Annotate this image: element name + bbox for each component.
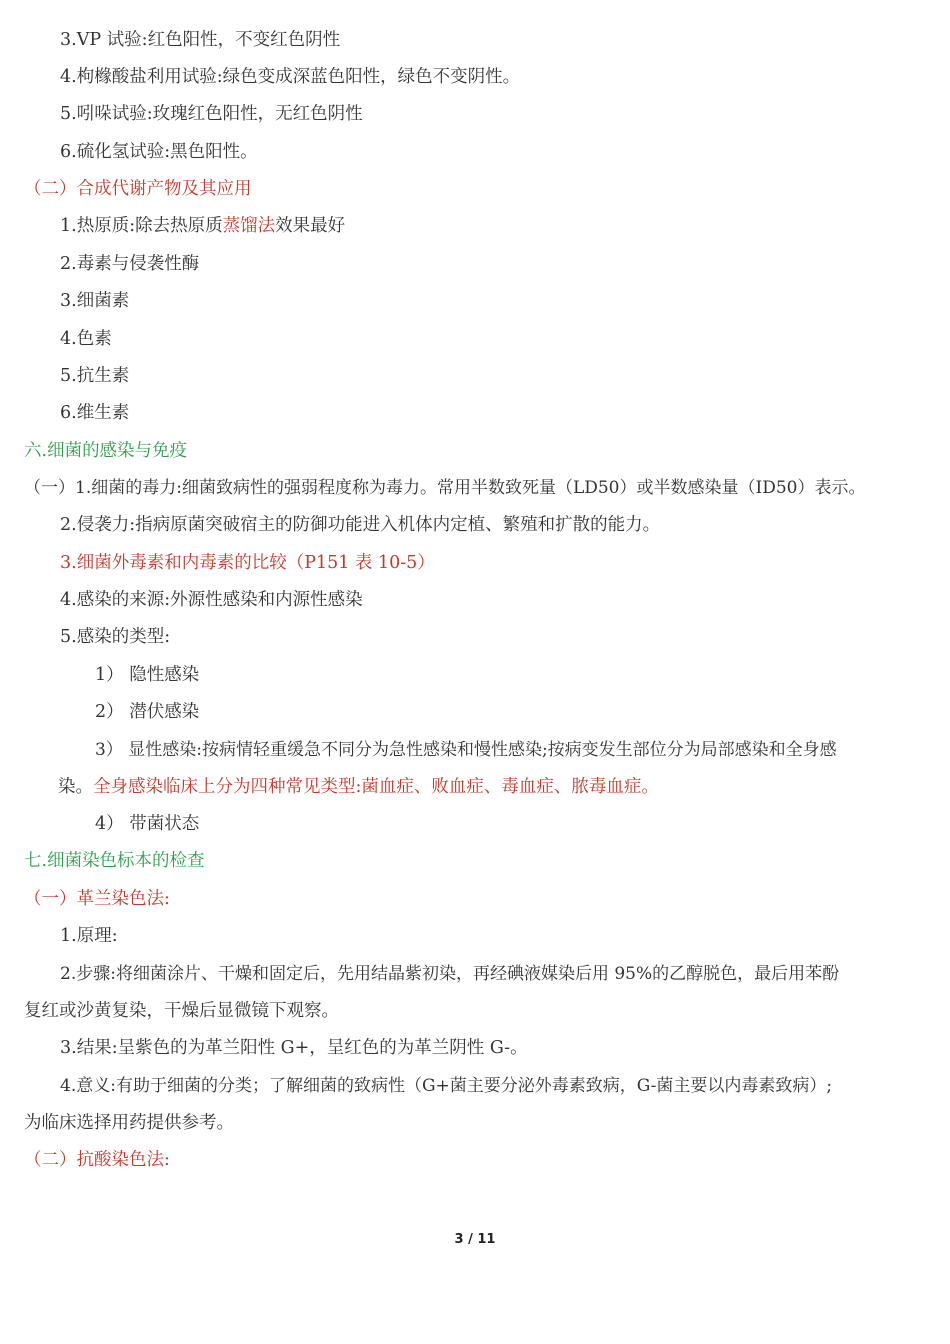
text-line: 4.感染的来源:外源性感染和内源性感染 (60, 590, 363, 610)
text-line: 2.毒素与侵袭性酶 (60, 254, 200, 274)
text-line (58, 775, 659, 799)
highlight-line: 3.细菌外毒素和内毒素的比较（P151 表 10-5） (60, 553, 435, 573)
text-line: 4.枸橼酸盐利用试验:绿色变成深蓝色阳性，绿色不变阴性。 (60, 67, 521, 87)
text-line: 5.感染的类型: (60, 627, 171, 647)
text-line: 5.抗生素 (60, 366, 130, 386)
text-line: 3.结果:呈紫色的为革兰阳性 G+，呈红色的为革兰阴性 G-。 (60, 1038, 528, 1058)
text-line: 6.硫化氢试验:黑色阳性。 (60, 142, 258, 162)
text-segment: 染。 (58, 777, 93, 797)
section-heading: （二）抗酸染色法: (24, 1150, 170, 1170)
text-line: 3.细菌素 (60, 291, 130, 311)
text-line: 6.维生素 (60, 403, 130, 423)
chapter-heading: 六.细菌的感染与免疫 (24, 441, 188, 461)
page-indicator: 3 / 11 (454, 1232, 496, 1247)
text-line: 1.原理: (60, 926, 118, 946)
text-line (60, 214, 345, 238)
section-heading: （二）合成代谢产物及其应用 (24, 179, 252, 199)
chapter-heading: 七.细菌染色标本的检查 (24, 851, 205, 871)
text-line: 2.侵袭力:指病原菌突破宿主的防御功能进入机体内定植、繁殖和扩散的能力。 (60, 515, 661, 535)
text-line: 3） 显性感染:按病情轻重缓急不同分为急性感染和慢性感染;按病变发生部位分为局部感染和全身感 (95, 740, 837, 760)
text-line: 1） 隐性感染 (95, 665, 200, 685)
section-heading: （一）革兰染色法: (24, 889, 170, 909)
text-line: 为临床选择用药提供参考。 (24, 1113, 234, 1133)
text-line: 4.意义:有助于细菌的分类；了解细菌的致病性（G+菌主要分泌外毒素致病，G-菌主要以内毒素致病）; (60, 1076, 833, 1096)
text-line: 2） 潜伏感染 (95, 702, 200, 722)
text-segment: 1.热原质:除去热原质 (60, 216, 223, 236)
highlight-text: 全身感染临床上分为四种常见类型:菌血症、败血症、毒血症、脓毒血症。 (93, 777, 659, 797)
text-line: （一）1.细菌的毒力:细菌致病性的强弱程度称为毒力。常用半数致死量（LD50）或半数感染量（ID50）表示。 (24, 478, 866, 498)
text-line: 3.VP 试验:红色阳性，不变红色阴性 (60, 30, 341, 50)
text-line: 复红或沙黄复染，干燥后显微镜下观察。 (24, 1001, 339, 1021)
text-line: 2.步骤:将细菌涂片、干燥和固定后，先用结晶紫初染，再经碘液媒染后用 95%的乙醇脱色，最后用苯酚 (60, 964, 840, 984)
text-segment: 效果最好 (275, 216, 346, 236)
text-line: 5.吲哚试验:玫瑰红色阳性，无红色阴性 (60, 104, 363, 124)
text-line: 4） 带菌状态 (95, 814, 200, 834)
highlight-text: 蒸馏法 (222, 216, 276, 236)
text-line: 4.色素 (60, 329, 112, 349)
